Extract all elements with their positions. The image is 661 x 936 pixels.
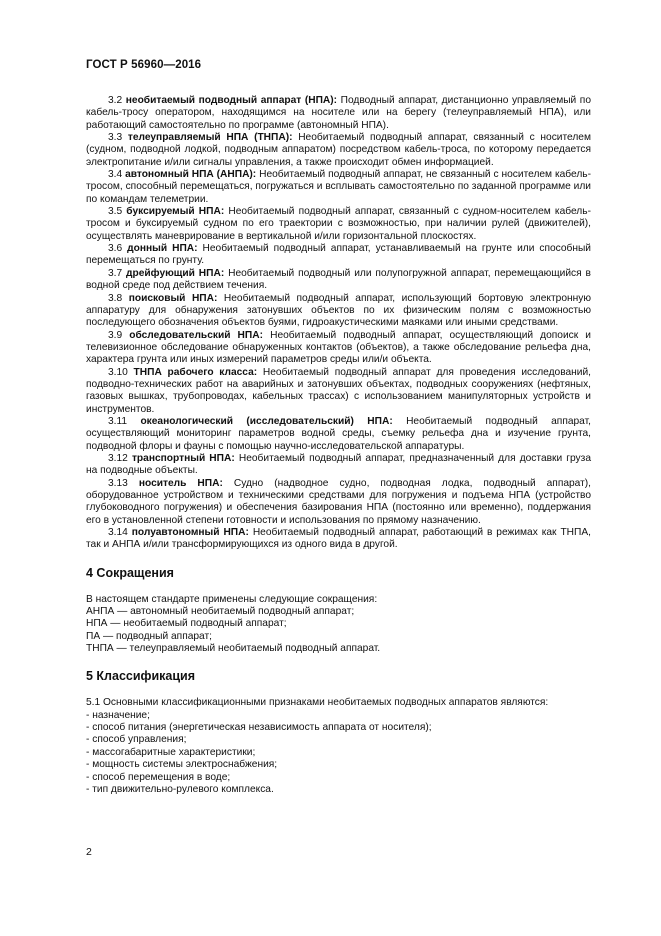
definition-text: Необитаемый подводный аппарат, не связанный с носителем кабель-тросом, способный перемещаться, погружаться и всплывать самостоятельно по заданной программе или по командам телеметрии.	[86, 169, 591, 205]
definition-number: 3.12	[108, 452, 128, 464]
definition-term: поисковый НПА:	[128, 292, 218, 304]
definition-term: буксируемый НПА:	[126, 206, 225, 218]
definition-term: обследовательский НПА:	[129, 329, 263, 341]
page-number: 2	[86, 846, 92, 858]
definition-number: 3.7	[108, 267, 123, 279]
section-5-title: 5 Классификация	[86, 669, 196, 684]
definition-paragraph	[86, 169, 591, 206]
standard-header: ГОСТ Р 56960—2016	[86, 59, 202, 71]
definition-text: Необитаемый подводный аппарат для проведения исследований, подводно-технических работ на аварийных и затонувших объектах, подводных сооружениях (нефтяных, газовых вышках, трубопроводах, кабельных трассах) с использованием манипуляторных устройств и инструментов.	[86, 366, 591, 415]
classification-item: - массогабаритные характеристики;	[86, 746, 256, 758]
definition-text: Необитаемый подводный аппарат, осуществляющий допоиск и телевизионное обследование обнаруженных контактов (объектов), а также обследование рельефа дна, характера грунта или иных измерений параметров среды или/и объекта.	[86, 329, 591, 366]
definition-text: Необитаемый подводный аппарат, устанавливаемый на грунте или способный перемещаться по грунту.	[86, 243, 591, 267]
classification-item: - тип движительно-рулевого комплекса.	[86, 783, 274, 795]
section-5-intro: 5.1 Основными классификационными признаками необитаемых подводных аппаратов являются:	[86, 697, 549, 709]
definitions-list	[86, 95, 591, 552]
classification-item: - способ управления;	[86, 734, 187, 746]
definition-number: 3.4	[108, 169, 123, 181]
definition-term: транспортный НПА:	[131, 452, 235, 464]
section-4-intro: В настоящем стандарте применены следующие сокращения:	[86, 593, 378, 605]
classification-item: - мощность системы электроснабжения;	[86, 759, 278, 771]
definition-paragraph	[86, 243, 591, 268]
definition-number: 3.11	[108, 415, 128, 427]
abbreviation-item: ТНПА — телеуправляемый необитаемый подводный аппарат.	[86, 643, 381, 655]
definition-paragraph	[86, 95, 591, 132]
abbreviation-item: АНПА — автономный необитаемый подводный аппарат;	[86, 606, 355, 618]
definition-paragraph	[86, 478, 591, 527]
definition-paragraph	[86, 293, 591, 330]
definition-paragraph	[86, 416, 591, 453]
definition-text: Необитаемый подводный аппарат, предназначенный для доставки груза на подводные объекты.	[86, 452, 591, 477]
definition-paragraph	[86, 527, 591, 552]
definition-text: Необитаемый подводный аппарат, связанный с носителем (судном, подводной лодкой, подводным аппаратом) посредством кабель-троса, по которому передается электропитание и/или сигналы управления, а также происходит обмен информацией.	[86, 132, 591, 168]
definition-text: Необитаемый подводный аппарат, осуществляющий мониторинг параметров водной среды, съемку рельефа дна и изучение грунта, подводной флоры и фауны с помощью научно-исследовательской аппаратуры.	[86, 415, 591, 452]
definition-term: ТНПА рабочего класса:	[133, 366, 258, 378]
definition-text: Судно (надводное судно, подводная лодка, подводный аппарат), оборудованное устройством и техническими средствами для погружения и подъема НПА (устройство глубоководного погружения) и обеспечения базирования НПА (постоянно или временно), поддержания его в установленной степени готовности и использования по прямому назначению.	[86, 477, 591, 526]
definition-number: 3.6	[108, 243, 123, 255]
abbreviation-item: НПА — необитаемый подводный аппарат;	[86, 618, 287, 630]
definition-number: 3.9	[108, 329, 123, 341]
definition-paragraph	[86, 132, 591, 169]
definition-text: Подводный аппарат, дистанционно управляемый по кабель-тросу оператором, находящимся на носителе или на берегу (телеуправляемый НПА), или работающий самостоятельно по программе (автономный НПА).	[86, 95, 591, 131]
definition-term: океанологический (исследовательский) НПА:	[140, 415, 393, 427]
definition-term: телеуправляемый НПА (ТНПА):	[127, 132, 293, 144]
definition-number: 3.2	[108, 95, 123, 106]
section-4-title: 4 Сокращения	[86, 565, 174, 580]
classification-item: - назначение;	[86, 709, 150, 721]
definition-text: Необитаемый подводный или полупогружной аппарат, перемещающийся в водной среде под действием течения.	[86, 267, 591, 292]
definition-number: 3.14	[108, 527, 128, 539]
abbreviation-item: ПА — подводный аппарат;	[86, 630, 212, 642]
definition-term: дрейфующий НПА:	[126, 267, 225, 279]
definition-number: 3.13	[108, 477, 128, 489]
definition-text: Необитаемый подводный аппарат, использующий бортовую электронную аппаратуру для обнаружения затонувших объектов по их физическим полям с возможностью последующего обозначения объектов буями, гидроакустическими маяками или иными средствами.	[86, 292, 591, 329]
document-body	[86, 95, 591, 796]
classification-list	[86, 710, 591, 796]
definition-text: Необитаемый подводный аппарат, связанный с судном-носителем кабель-тросом и буксируемый судном по его траектории с возможностью, при наличии рулей (движителей), осуществлять маневрирование в вертикальной и/или горизонтальной плоскостях.	[86, 206, 591, 242]
definition-number: 3.8	[108, 292, 123, 304]
definition-term: донный НПА:	[127, 243, 198, 255]
definition-term: полуавтономный НПА:	[131, 527, 249, 539]
definition-number: 3.10	[108, 366, 128, 378]
definition-paragraph	[86, 453, 591, 478]
definition-number: 3.3	[108, 132, 123, 144]
definition-paragraph	[86, 330, 591, 367]
definition-term: автономный НПА (АНПА):	[125, 169, 257, 181]
definition-term: носитель НПА:	[138, 477, 223, 489]
definition-term: необитаемый подводный аппарат (НПА):	[125, 95, 338, 106]
definition-paragraph	[86, 268, 591, 293]
classification-item: - способ питания (энергетическая независимость аппарата от носителя);	[86, 722, 432, 734]
definition-paragraph	[86, 206, 591, 243]
definition-text: Необитаемый подводный аппарат, работающий в режимах как ТНПА, так и АНПА и/или трансформирующихся из одного вида в другой.	[86, 527, 591, 551]
definition-number: 3.5	[108, 206, 123, 218]
definition-paragraph	[86, 367, 591, 416]
abbreviations-list	[86, 606, 591, 655]
classification-item: - способ перемещения в воде;	[86, 771, 231, 783]
